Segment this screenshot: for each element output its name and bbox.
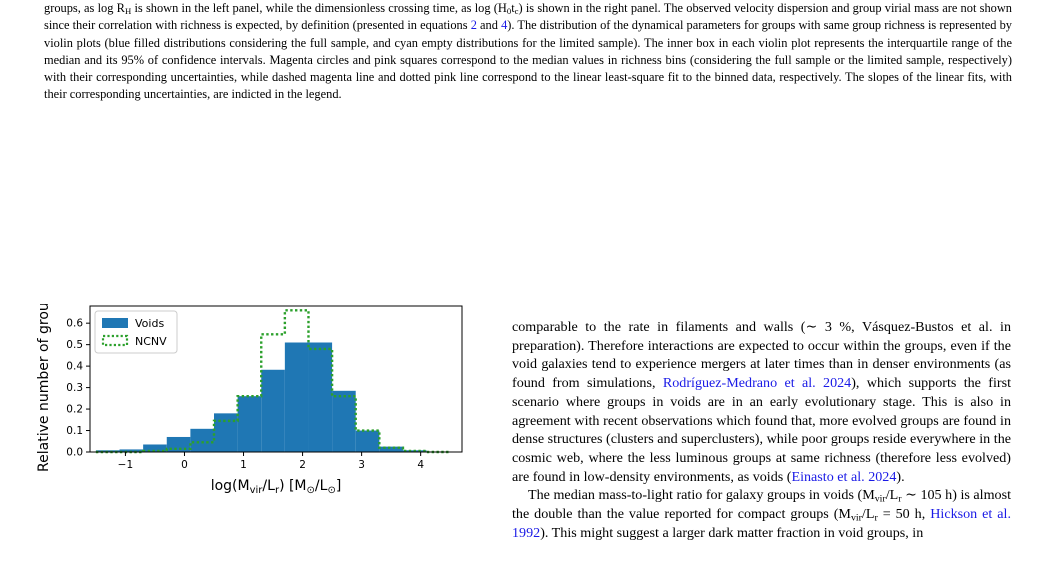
citation-rodriguez-medrano[interactable]: Rodríguez-Medrano et al. 2024 (663, 375, 851, 391)
voids-bar (356, 431, 380, 452)
y-tick-label: 0.5 (66, 339, 83, 351)
x-tick-label: 3 (358, 459, 365, 471)
y-tick-label: 0.1 (66, 425, 83, 437)
voids-bar (261, 370, 285, 452)
paragraph-2: The median mass-to-light ratio for galaxy groups in voids ($M_{vir}/L_r$ ∼ 105 h) is almost the double than the value reported for compact groups ($M_{vir}/L_r = 50$ h, Hickson et al. 1992). This might suggest a larger dark matter fraction in void groups, in (512, 486, 1011, 542)
voids-bar (308, 343, 332, 453)
voids-bar (332, 391, 356, 452)
figure-caption (44, 0, 1012, 104)
voids-bar (190, 429, 214, 452)
histogram-figure (30, 304, 470, 574)
y-tick-label: 0.3 (66, 382, 83, 394)
x-tick-label: 1 (240, 459, 247, 471)
x-tick-label: 4 (417, 459, 424, 471)
histogram-chart (30, 304, 470, 574)
legend-label-voids: Voids (135, 317, 164, 330)
body-text-column (512, 318, 1011, 542)
x-axis-label: $\log(M_{vir}/L_r)$ $[M_⊙/L_⊙]$ (211, 478, 342, 496)
citation-hickson[interactable]: Hickson et al. 1992 (512, 506, 1011, 541)
y-tick-label: 0.0 (66, 447, 83, 459)
x-tick-label: 2 (299, 459, 306, 471)
equation-link-2[interactable]: 2 (471, 18, 477, 32)
voids-bar (238, 396, 262, 452)
x-tick-label: 0 (181, 459, 188, 471)
legend-swatch-voids (102, 318, 128, 328)
y-tick-label: 0.4 (66, 361, 83, 373)
citation-einasto[interactable]: Einasto et al. 2024 (791, 469, 896, 485)
y-axis-label: Relative number of groups (36, 304, 52, 472)
paragraph-1: comparable to the rate in filaments and walls (∼ 3 %, Vásquez-Bustos et al. in preparation). Therefore interactions are expected to occur within the groups, even if the void galaxies tend to experience mergers at later times than in denser environments (as found from simulations, Rodríguez-Medrano et al. 2024), which supports the first scenario where groups in voids are in an early evolutionary stage. This is also in agreement with recent observations which found that, more evolved groups are found in dense structures (clusters and superclusters), while poor groups reside everywhere in the cosmic web, where the less luminous groups at same richness (therefore less evolved) are found in low-density environments, as voids (Einasto et al. 2024). (512, 318, 1011, 486)
caption-text: groups, as $\log R_H$ is shown in the left panel, while the dimensionless crossing time, as $\log (H_0t_c)$ is shown in the right panel. The observed velocity dispersion and group virial mass are not shown since their correlation with richness is expected, by definition (presented in equations 2 and 4). The distribution of the dynamical parameters for groups with same group richness is represented by violin plots (blue filled distributions considering the full sample, and cyan empty distributions for the limited sample). The inner box in each violin plot represents the interquartile range of the median and its 95% of confidence intervals. Magenta circles and pink squares correspond to the median values in richness bins (considering the full sample or the limited sample, respectively) with their corresponding uncertainties, while dashed magenta line and dotted pink line correspond to the linear least-square fit to the binned data, respectively. The slopes of the linear fits, with their corresponding uncertainties, are indicted in the legend. (44, 0, 1012, 104)
y-tick-label: 0.2 (66, 404, 83, 416)
voids-bar (285, 343, 309, 453)
legend-label-ncnv: NCNV (135, 335, 167, 348)
y-tick-label: 0.6 (66, 318, 83, 330)
equation-link-4[interactable]: 4 (501, 18, 507, 32)
x-tick-label: −1 (118, 459, 133, 471)
voids-bar (214, 413, 238, 452)
